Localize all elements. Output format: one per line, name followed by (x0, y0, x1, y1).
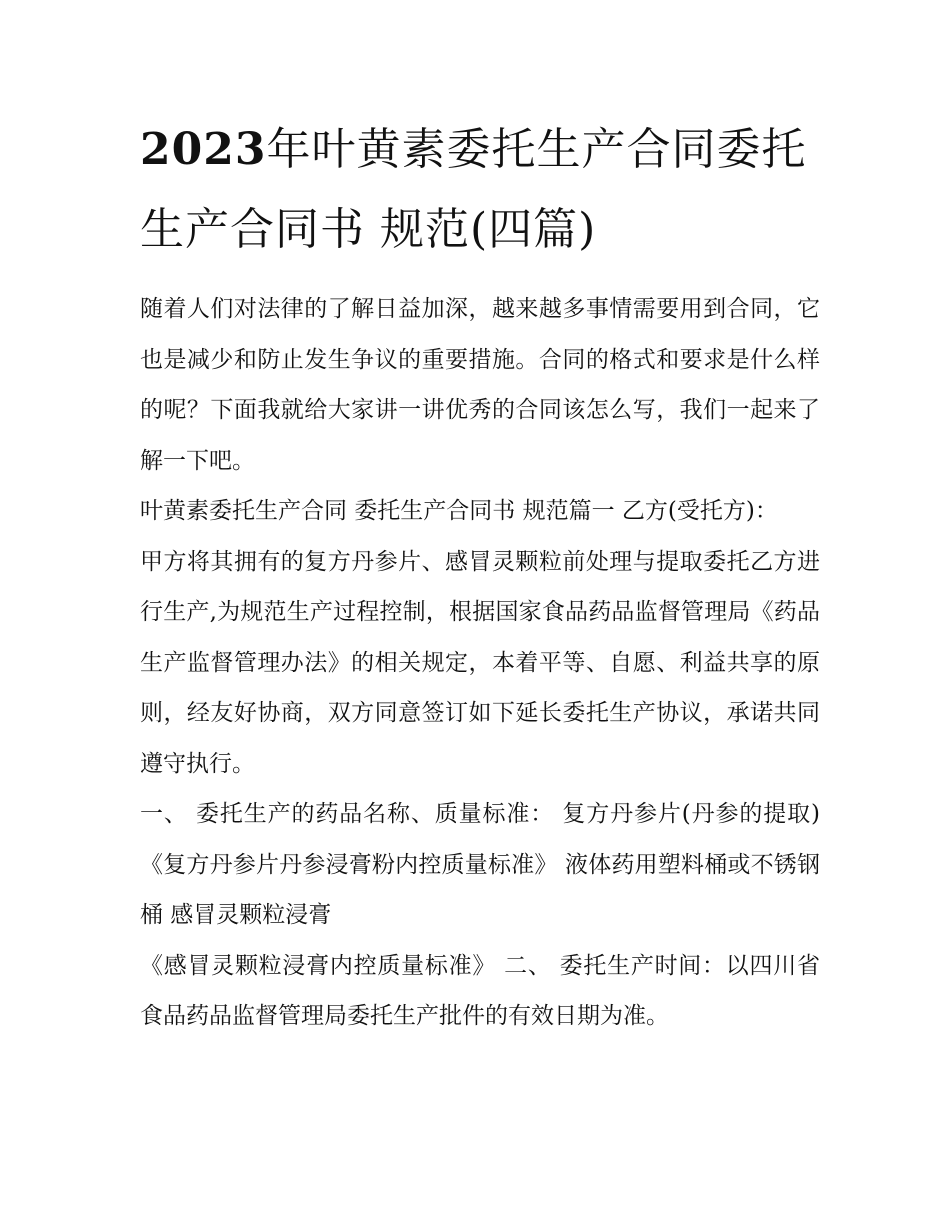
document-title (140, 110, 820, 270)
intro-paragraph: 随着人们对法律的了解日益加深，越来越多事情需要用到合同，它也是减少和防止发生争议的重要措施。合同的格式和要求是什么样的呢？下面我就给大家讲一讲优秀的合同该怎么写，我们一起来了解一下吧。 (140, 296, 820, 474)
clause-two-paragraph: 《感冒灵颗粒浸膏内控质量标准》 二、 委托生产时间：以四川省食品药品监督管理局委托生产批件的有效日期为准。 (140, 952, 820, 1029)
contract-preamble-paragraph: 甲方将其拥有的复方丹参片、感冒灵颗粒前处理与提取委托乙方进行生产,为规范生产过程控制，根据国家食品药品监督管理局《药品生产监督管理办法》的相关规定，本着平等、自愿、利益共享的原则，经友好协商，双方同意签订如下延长委托生产协议，承诺共同遵守执行。 (140, 548, 820, 777)
document-page (140, 110, 820, 1042)
title-text: 年叶黄素委托生产合同委托生产合同书 规范(四篇) (140, 124, 807, 255)
title-year: 2023 (140, 124, 267, 175)
document-body (140, 284, 820, 1042)
clause-one-paragraph: 一、 委托生产的药品名称、质量标准： 复方丹参片(丹参的提取) 《复方丹参片丹参浸膏粉内控质量标准》 液体药用塑料桶或不锈钢桶 感冒灵颗粒浸膏 (140, 801, 820, 928)
section-heading-paragraph: 叶黄素委托生产合同 委托生产合同书 规范篇一 乙方(受托方)： (140, 498, 778, 524)
